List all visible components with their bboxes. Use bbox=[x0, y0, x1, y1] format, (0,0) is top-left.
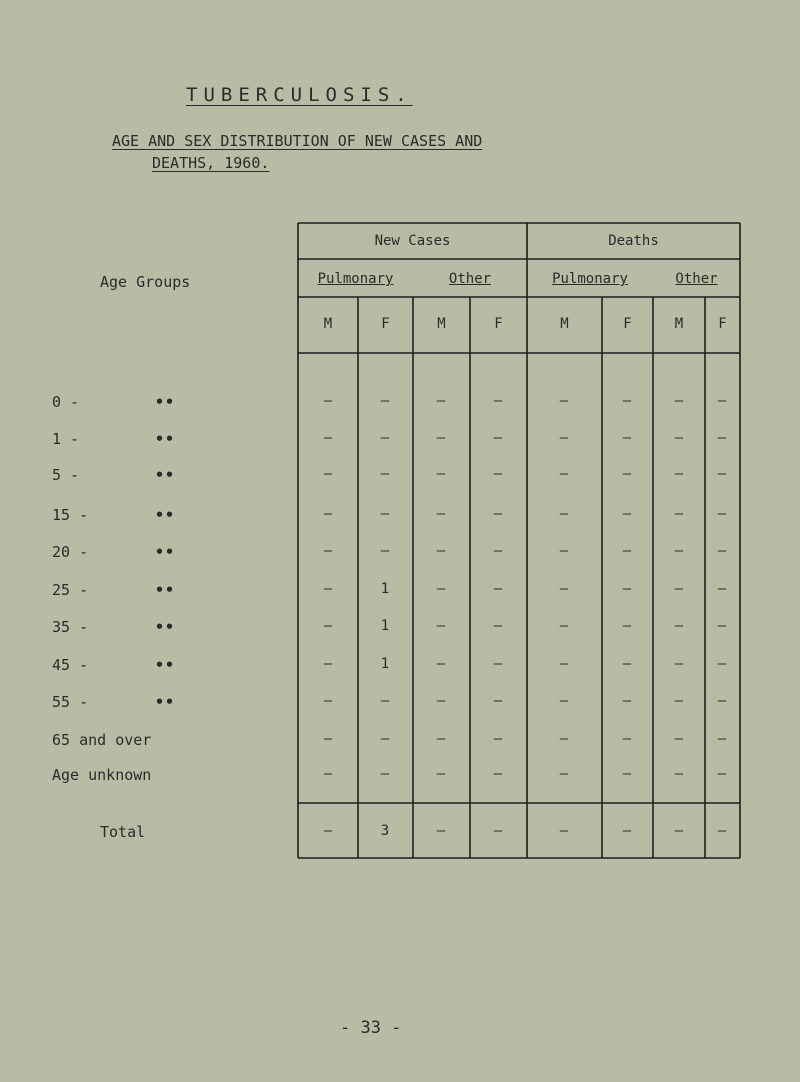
table-cell: – bbox=[559, 693, 569, 709]
leader-dots: •• bbox=[155, 581, 176, 599]
row-label: 15 - bbox=[52, 506, 89, 524]
row-label: 25 - bbox=[52, 581, 89, 599]
row-label: 5 - bbox=[52, 466, 80, 484]
table-cell: – bbox=[674, 466, 684, 482]
total-cell: – bbox=[323, 823, 333, 839]
table-cell: – bbox=[674, 618, 684, 634]
subtitle-line-2: DEATHS, 1960. bbox=[152, 154, 270, 172]
table-cell: – bbox=[323, 766, 333, 782]
table-cell: – bbox=[559, 466, 569, 482]
table-cell: – bbox=[674, 430, 684, 446]
total-cell: – bbox=[622, 823, 632, 839]
total-cell: 3 bbox=[380, 823, 390, 839]
table-cell: – bbox=[323, 656, 333, 672]
header-sex-f: F bbox=[718, 316, 727, 332]
table-cell: – bbox=[559, 393, 569, 409]
total-label: Total bbox=[100, 823, 146, 841]
table-cell: – bbox=[674, 506, 684, 522]
leader-dots: •• bbox=[155, 543, 176, 561]
table-cell: – bbox=[323, 543, 333, 559]
table-cell: – bbox=[622, 393, 632, 409]
table-cell: – bbox=[493, 693, 503, 709]
table-cell: – bbox=[380, 766, 390, 782]
row-label: 65 and over bbox=[52, 731, 152, 749]
table-cell: – bbox=[323, 393, 333, 409]
table-cell: – bbox=[323, 581, 333, 597]
table-cell: – bbox=[717, 656, 727, 672]
table-cell: – bbox=[493, 581, 503, 597]
table-cell: – bbox=[559, 731, 569, 747]
table-cell: – bbox=[559, 618, 569, 634]
table-cell: – bbox=[674, 581, 684, 597]
table-cell: – bbox=[717, 430, 727, 446]
table-cell: – bbox=[717, 393, 727, 409]
table-cell: – bbox=[323, 506, 333, 522]
header-new-cases: New Cases bbox=[374, 233, 451, 249]
table-cell: – bbox=[717, 543, 727, 559]
table-cell: – bbox=[559, 430, 569, 446]
leader-dots: •• bbox=[155, 506, 176, 524]
table-cell: – bbox=[323, 731, 333, 747]
table-cell: – bbox=[717, 506, 727, 522]
table-cell: – bbox=[674, 731, 684, 747]
header-deaths-other: Other bbox=[675, 271, 718, 287]
table-cell: – bbox=[559, 656, 569, 672]
leader-dots: •• bbox=[155, 466, 176, 484]
table-cell: – bbox=[493, 618, 503, 634]
table-cell: – bbox=[622, 731, 632, 747]
table-cell: 1 bbox=[380, 581, 390, 597]
table-cell: – bbox=[436, 731, 446, 747]
total-cell: – bbox=[436, 823, 446, 839]
row-label: 0 - bbox=[52, 393, 80, 411]
leader-dots: •• bbox=[155, 618, 176, 636]
row-label: 55 - bbox=[52, 693, 89, 711]
table-cell: – bbox=[380, 543, 390, 559]
table-cell: – bbox=[559, 581, 569, 597]
table-cell: – bbox=[436, 581, 446, 597]
header-sex-m: M bbox=[437, 316, 446, 332]
table-cell: – bbox=[323, 430, 333, 446]
table-cell: – bbox=[493, 656, 503, 672]
table-cell: – bbox=[717, 618, 727, 634]
table-cell: – bbox=[380, 430, 390, 446]
leader-dots: •• bbox=[155, 693, 176, 711]
header-sex-m: M bbox=[560, 316, 569, 332]
total-cell: – bbox=[674, 823, 684, 839]
row-label: 45 - bbox=[52, 656, 89, 674]
table-cell: – bbox=[493, 430, 503, 446]
table-cell: – bbox=[559, 506, 569, 522]
row-label: 1 - bbox=[52, 430, 80, 448]
subtitle-line-1: AGE AND SEX DISTRIBUTION OF NEW CASES AND bbox=[112, 132, 483, 150]
table-cell: – bbox=[380, 466, 390, 482]
table-cell: – bbox=[622, 430, 632, 446]
table-cell: – bbox=[436, 506, 446, 522]
table-cell: 1 bbox=[380, 618, 390, 634]
table-cell: – bbox=[559, 543, 569, 559]
page-title: TUBERCULOSIS. bbox=[186, 84, 413, 106]
header-sex-m: M bbox=[674, 316, 684, 332]
table-cell: 1 bbox=[380, 656, 390, 672]
table-cell: – bbox=[622, 466, 632, 482]
header-new-pulmonary: Pulmonary bbox=[317, 271, 394, 287]
table-cell: – bbox=[717, 466, 727, 482]
table-cell: – bbox=[493, 393, 503, 409]
total-cell: – bbox=[493, 823, 503, 839]
table-cell: – bbox=[717, 693, 727, 709]
table-cell: – bbox=[493, 506, 503, 522]
table-cell: – bbox=[622, 543, 632, 559]
table-cell: – bbox=[674, 766, 684, 782]
total-cell: – bbox=[717, 823, 727, 839]
table-cell: – bbox=[622, 693, 632, 709]
table-cell: – bbox=[493, 466, 503, 482]
header-sex-m: M bbox=[323, 316, 333, 332]
table-cell: – bbox=[717, 581, 727, 597]
leader-dots: •• bbox=[155, 656, 176, 674]
table-cell: – bbox=[436, 656, 446, 672]
table-cell: – bbox=[493, 766, 503, 782]
table-cell: – bbox=[622, 581, 632, 597]
table-cell: – bbox=[436, 693, 446, 709]
header-new-other: Other bbox=[448, 271, 492, 287]
table-cell: – bbox=[323, 618, 333, 634]
row-label: 20 - bbox=[52, 543, 89, 561]
table-cell: – bbox=[717, 766, 727, 782]
header-sex-f: F bbox=[623, 316, 632, 332]
header-sex-f: F bbox=[494, 316, 503, 332]
header-sex-f: F bbox=[381, 316, 390, 332]
table-cell: – bbox=[717, 731, 727, 747]
row-label: Age unknown bbox=[52, 766, 152, 784]
table-cell: – bbox=[436, 466, 446, 482]
leader-dots: •• bbox=[155, 393, 176, 411]
table-cell: – bbox=[674, 543, 684, 559]
table-cell: – bbox=[380, 506, 390, 522]
table-cell: – bbox=[436, 543, 446, 559]
page-number: - 33 - bbox=[340, 1018, 402, 1038]
table-cell: – bbox=[493, 543, 503, 559]
leader-dots: •• bbox=[155, 430, 176, 448]
table-cell: – bbox=[674, 656, 684, 672]
table-cell: – bbox=[323, 466, 333, 482]
header-deaths-pulmonary: Pulmonary bbox=[552, 271, 628, 287]
table-cell: – bbox=[674, 393, 684, 409]
table-cell: – bbox=[323, 693, 333, 709]
table-cell: – bbox=[436, 766, 446, 782]
header-deaths: Deaths bbox=[608, 233, 659, 249]
table-cell: – bbox=[674, 693, 684, 709]
table-cell: – bbox=[622, 618, 632, 634]
total-cell: – bbox=[559, 823, 569, 839]
table-cell: – bbox=[380, 693, 390, 709]
table-cell: – bbox=[380, 731, 390, 747]
table-cell: – bbox=[622, 506, 632, 522]
table-cell: – bbox=[559, 766, 569, 782]
header-age-groups: Age Groups bbox=[100, 273, 191, 291]
table-cell: – bbox=[493, 731, 503, 747]
table-cell: – bbox=[380, 393, 390, 409]
table-cell: – bbox=[622, 656, 632, 672]
table-cell: – bbox=[436, 430, 446, 446]
table-cell: – bbox=[436, 393, 446, 409]
table-cell: – bbox=[622, 766, 632, 782]
row-label: 35 - bbox=[52, 618, 89, 636]
table-cell: – bbox=[436, 618, 446, 634]
